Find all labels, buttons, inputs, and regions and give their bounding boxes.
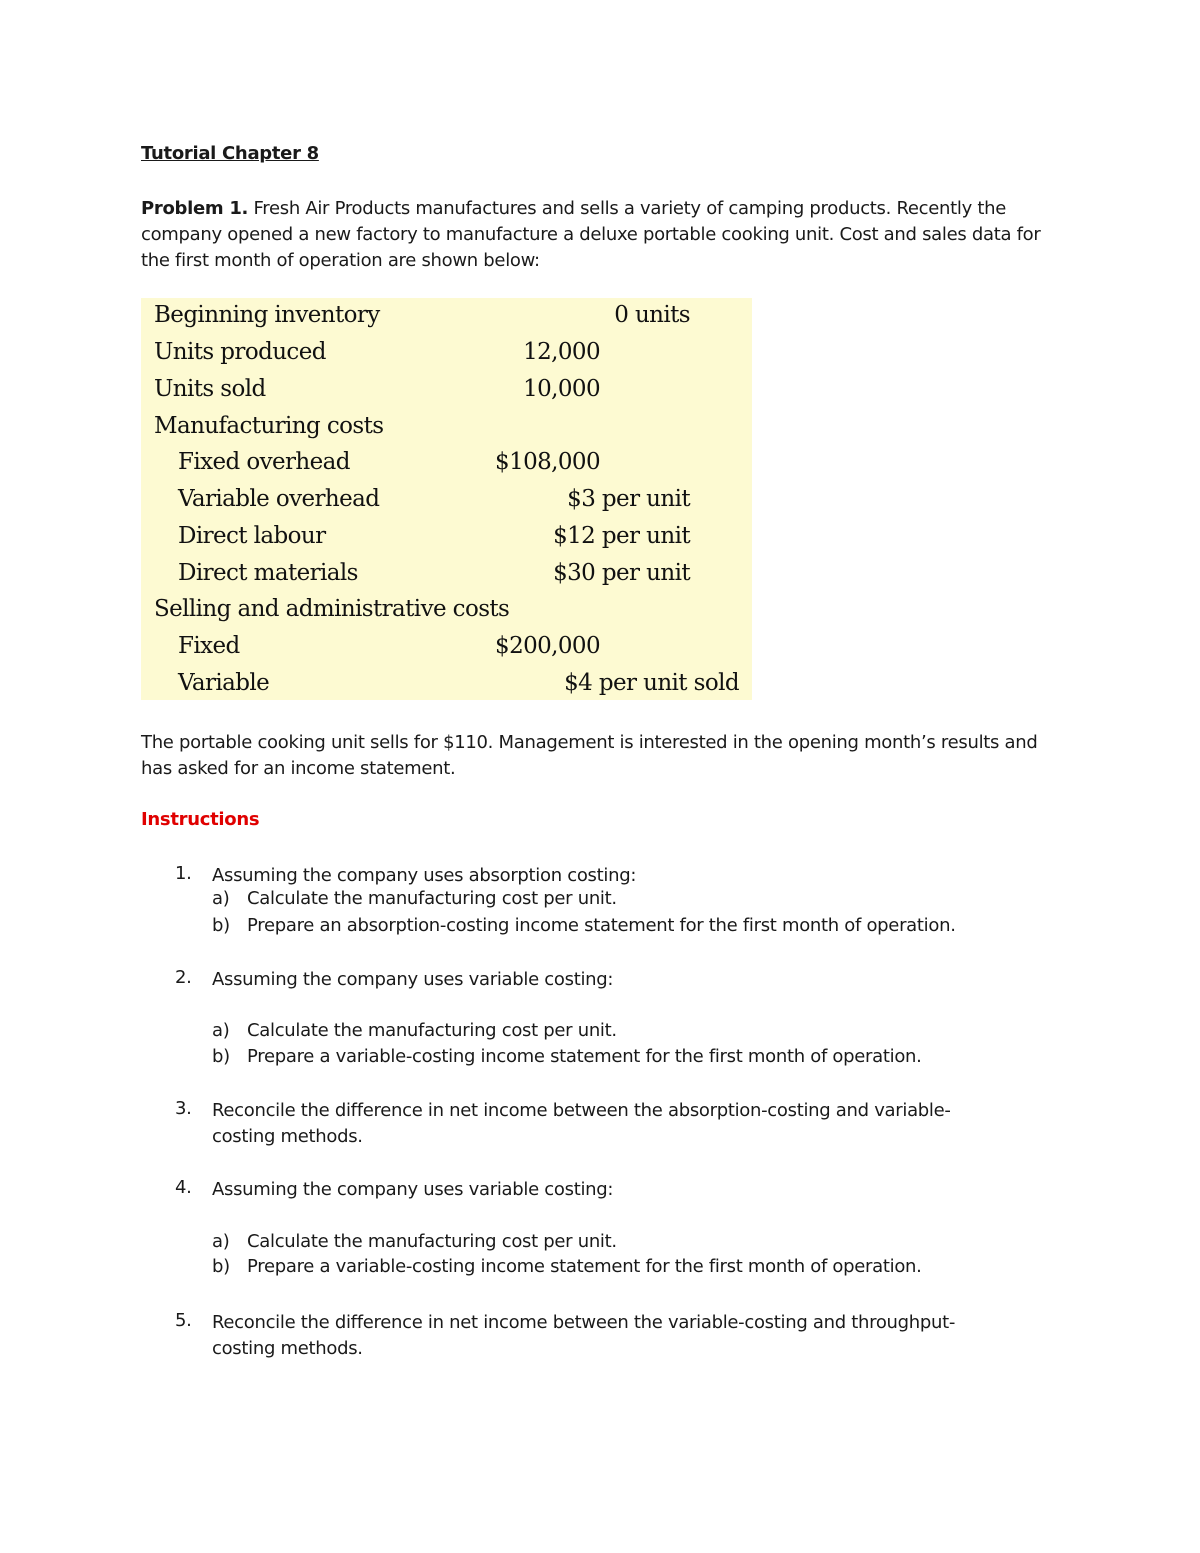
question-text: Assuming the company uses absorption costing: bbox=[212, 865, 637, 886]
cost-data-table bbox=[141, 298, 752, 700]
sub-text: Prepare a variable-costing income statement for the first month of operation. bbox=[247, 1256, 922, 1277]
row-label: Variable bbox=[178, 670, 270, 696]
row-value: 0 units bbox=[614, 302, 690, 328]
problem-label: Problem 1. bbox=[141, 198, 249, 219]
price-paragraph: The portable cooking unit sells for $110. Management is interested in the opening month’s results and has asked for an income statement. bbox=[141, 732, 1038, 779]
page-title: Tutorial Chapter 8 bbox=[141, 143, 319, 164]
question-text: Reconcile the difference in net income between the variable-costing and throughput-costing methods. bbox=[212, 1312, 956, 1359]
question-number: 4. bbox=[175, 1177, 192, 1198]
row-label: Units produced bbox=[154, 339, 326, 365]
table-row bbox=[141, 484, 752, 520]
row-value: $4 per unit sold bbox=[564, 670, 739, 696]
sub-text: Calculate the manufacturing cost per unit. bbox=[247, 888, 617, 909]
row-label: Beginning inventory bbox=[154, 302, 380, 328]
sub-text: Calculate the manufacturing cost per unit. bbox=[247, 1020, 617, 1041]
question-number: 3. bbox=[175, 1098, 192, 1119]
problem-paragraph bbox=[141, 196, 1071, 274]
instructions-heading: Instructions bbox=[141, 809, 260, 830]
row-label: Direct labour bbox=[178, 523, 326, 549]
question-number: 1. bbox=[175, 863, 192, 884]
sub-label: a) bbox=[212, 888, 230, 909]
row-value: $108,000 bbox=[495, 449, 600, 475]
row-label: Variable overhead bbox=[178, 486, 380, 512]
table-row bbox=[141, 668, 752, 704]
problem-text: Fresh Air Products manufactures and sells a variety of camping products. Recently the company opened a new factory to manufacture a deluxe portable cooking unit. Cost and sales data for the first month of operation are shown below: bbox=[141, 198, 1041, 271]
row-value: $12 per unit bbox=[553, 523, 690, 549]
table-row bbox=[141, 558, 752, 594]
row-value: $3 per unit bbox=[567, 486, 690, 512]
row-value: 10,000 bbox=[523, 376, 600, 402]
row-value: $30 per unit bbox=[553, 560, 690, 586]
sub-label: b) bbox=[212, 1046, 230, 1067]
table-row bbox=[141, 594, 752, 630]
question-number: 2. bbox=[175, 967, 192, 988]
sub-text: Calculate the manufacturing cost per unit. bbox=[247, 1231, 617, 1252]
row-value: $200,000 bbox=[495, 633, 600, 659]
question-number: 5. bbox=[175, 1310, 192, 1331]
table-row bbox=[141, 337, 752, 373]
row-value: 12,000 bbox=[523, 339, 600, 365]
sub-label: a) bbox=[212, 1020, 230, 1041]
table-row bbox=[141, 631, 752, 667]
table-row bbox=[141, 374, 752, 410]
question-text: Reconcile the difference in net income between the absorption-costing and variable-costing methods. bbox=[212, 1100, 951, 1147]
table-row bbox=[141, 447, 752, 483]
sub-label: b) bbox=[212, 915, 230, 936]
table-row bbox=[141, 300, 752, 336]
sub-text: Prepare an absorption-costing income statement for the first month of operation. bbox=[247, 915, 956, 936]
sub-label: b) bbox=[212, 1256, 230, 1277]
question-text: Assuming the company uses variable costing: bbox=[212, 969, 614, 990]
row-label: Manufacturing costs bbox=[154, 413, 384, 439]
sub-label: a) bbox=[212, 1231, 230, 1252]
row-label: Fixed bbox=[178, 633, 240, 659]
row-label: Selling and administrative costs bbox=[154, 596, 510, 622]
question-text: Assuming the company uses variable costing: bbox=[212, 1179, 614, 1200]
table-row bbox=[141, 521, 752, 557]
row-label: Fixed overhead bbox=[178, 449, 350, 475]
sub-text: Prepare a variable-costing income statement for the first month of operation. bbox=[247, 1046, 922, 1067]
row-label: Units sold bbox=[154, 376, 266, 402]
row-label: Direct materials bbox=[178, 560, 358, 586]
table-row bbox=[141, 411, 752, 447]
